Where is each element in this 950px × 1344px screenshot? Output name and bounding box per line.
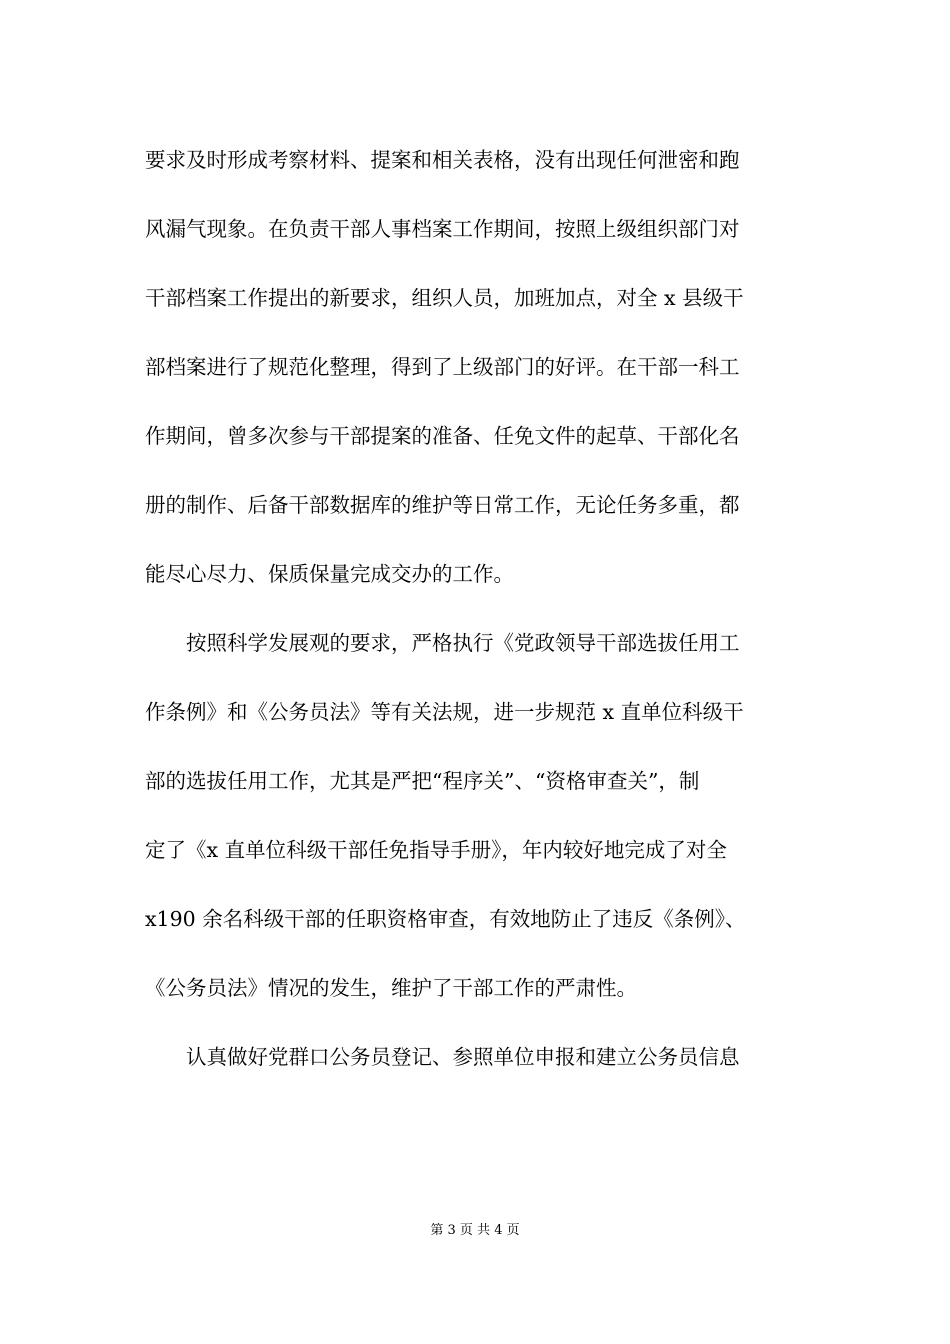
text-line-12: x190 余名科级干部的任职资格审查，有效地防止了违反《条例》、: [145, 907, 746, 931]
text-line-7: 能尽心尽力、保质保量完成交办的工作。: [145, 562, 514, 586]
page-footer: [0, 1222, 950, 1240]
text-line-10: 部的选拔任用工作，尤其是严把“程序关”、“资格审查关”，制: [145, 769, 700, 793]
text-line-2: 风漏气现象。在负责干部人事档案工作期间，按照上级组织部门对: [145, 217, 740, 241]
text-line-6: 册的制作、后备干部数据库的维护等日常工作，无论任务多重，都: [145, 493, 740, 517]
text-line-3: 干部档案工作提出的新要求，组织人员，加班加点，对全 x 县级干: [145, 286, 744, 310]
text-line-5: 作期间，曾多次参与干部提案的准备、任免文件的起草、干部化名: [145, 424, 740, 448]
text-line-14: 认真做好党群口公务员登记、参照单位申报和建立公务员信息: [186, 1045, 740, 1069]
text-line-1: 要求及时形成考察材料、提案和相关表格，没有出现任何泄密和跑: [145, 148, 740, 172]
text-line-9: 作条例》和《公务员法》等有关法规，进一步规范 x 直单位科级干: [145, 700, 744, 724]
text-line-8: 按照科学发展观的要求，严格执行《党政领导干部选拔任用工: [186, 631, 740, 655]
page-number-label: 第 3 页 共 4 页: [430, 1223, 520, 1238]
text-line-13: 《公务员法》情况的发生，维护了干部工作的严肃性。: [145, 976, 637, 1000]
text-line-4: 部档案进行了规范化整理，得到了上级部门的好评。在干部一科工: [145, 355, 740, 379]
document-body: [145, 126, 810, 1092]
text-line-11: 定了《x 直单位科级干部任免指导手册》，年内较好地完成了对全: [145, 838, 727, 862]
